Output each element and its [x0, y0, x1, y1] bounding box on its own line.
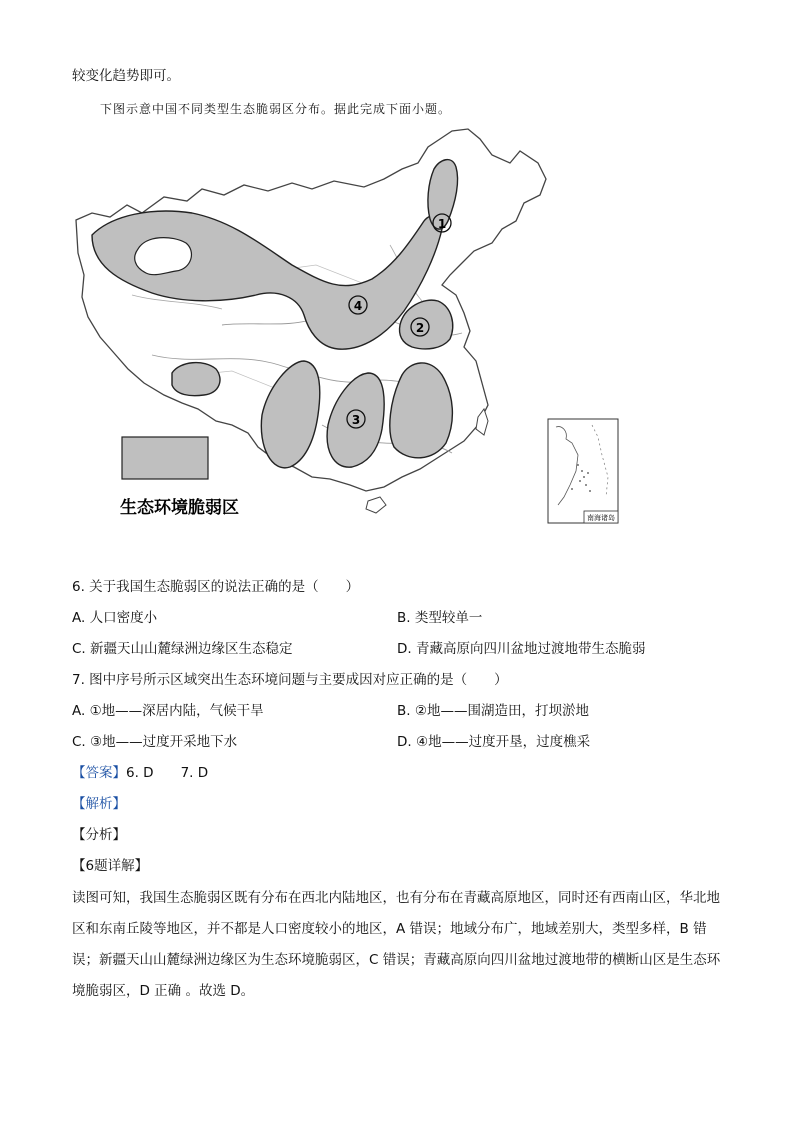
q7-option-c: C. ③地——过度开采地下水: [72, 734, 238, 750]
zone-4-hole: [135, 238, 192, 275]
legend-swatch: [122, 437, 208, 479]
question-intro: 下图示意中国不同类型生态脆弱区分布。据此完成下面小题。: [100, 102, 452, 116]
marker-4-label: 4: [353, 299, 363, 313]
question-7-stem: 7. 图中序号所示区域突出生态环境问题与主要成因对应正确的是（ ）: [72, 672, 508, 688]
q6-option-a: A. 人口密度小: [72, 610, 158, 626]
question-6-stem: 6. 关于我国生态脆弱区的说法正确的是（ ）: [72, 579, 360, 595]
q6-option-b: B. 类型较单一: [397, 610, 483, 626]
q7-option-a: A. ①地——深居内陆，气候干旱: [72, 703, 264, 719]
china-ecological-fragile-zones-map: [72, 125, 632, 530]
marker-1-label: 1: [437, 217, 447, 231]
q6-option-d: D. 青藏高原向四川盆地过渡地带生态脆弱: [397, 641, 646, 657]
south-china-sea-inset: [548, 419, 618, 523]
q7-option-b: B. ②地——围湖造田，打坝淤地: [397, 703, 589, 719]
marker-2-label: 2: [415, 321, 425, 335]
q6-detail-label: 【6题详解】: [72, 858, 149, 874]
fenxi-label: 【分析】: [72, 827, 126, 843]
inset-label: 南海诸岛: [587, 514, 615, 522]
answer-label: 【答案】: [72, 765, 126, 781]
zone-tibet-region: [172, 363, 220, 396]
analysis-label: 【解析】: [72, 796, 126, 812]
hainan-island: [366, 497, 386, 513]
detail-paragraph: 读图可知，我国生态脆弱区既有分布在西北内陆地区，也有分布在青藏高原地区，同时还有西南山区，华北地区和东南丘陵等地区，并不都是人口密度较小的地区，A 错误；地域分布广，地域差别大，类型多样，B 错误；新疆天山山麓绿洲边缘区为生态环境脆弱区，C 错误；青藏高原向四川盆地过渡地带的横断山区是生态环境脆弱区，D 正确 。故选 D。: [72, 890, 721, 999]
map-svg: [72, 125, 632, 530]
q6-option-c: C. 新疆天山山麓绿洲边缘区生态稳定: [72, 641, 293, 657]
marker-3-label: 3: [351, 413, 361, 427]
answer-value: 6. D 7. D: [126, 765, 209, 781]
continuation-text: 较变化趋势即可。: [72, 68, 180, 84]
legend-label: 生态环境脆弱区: [120, 498, 239, 517]
q7-option-d: D. ④地——过度开垦，过度樵采: [397, 734, 591, 750]
answer-line: [72, 763, 208, 783]
